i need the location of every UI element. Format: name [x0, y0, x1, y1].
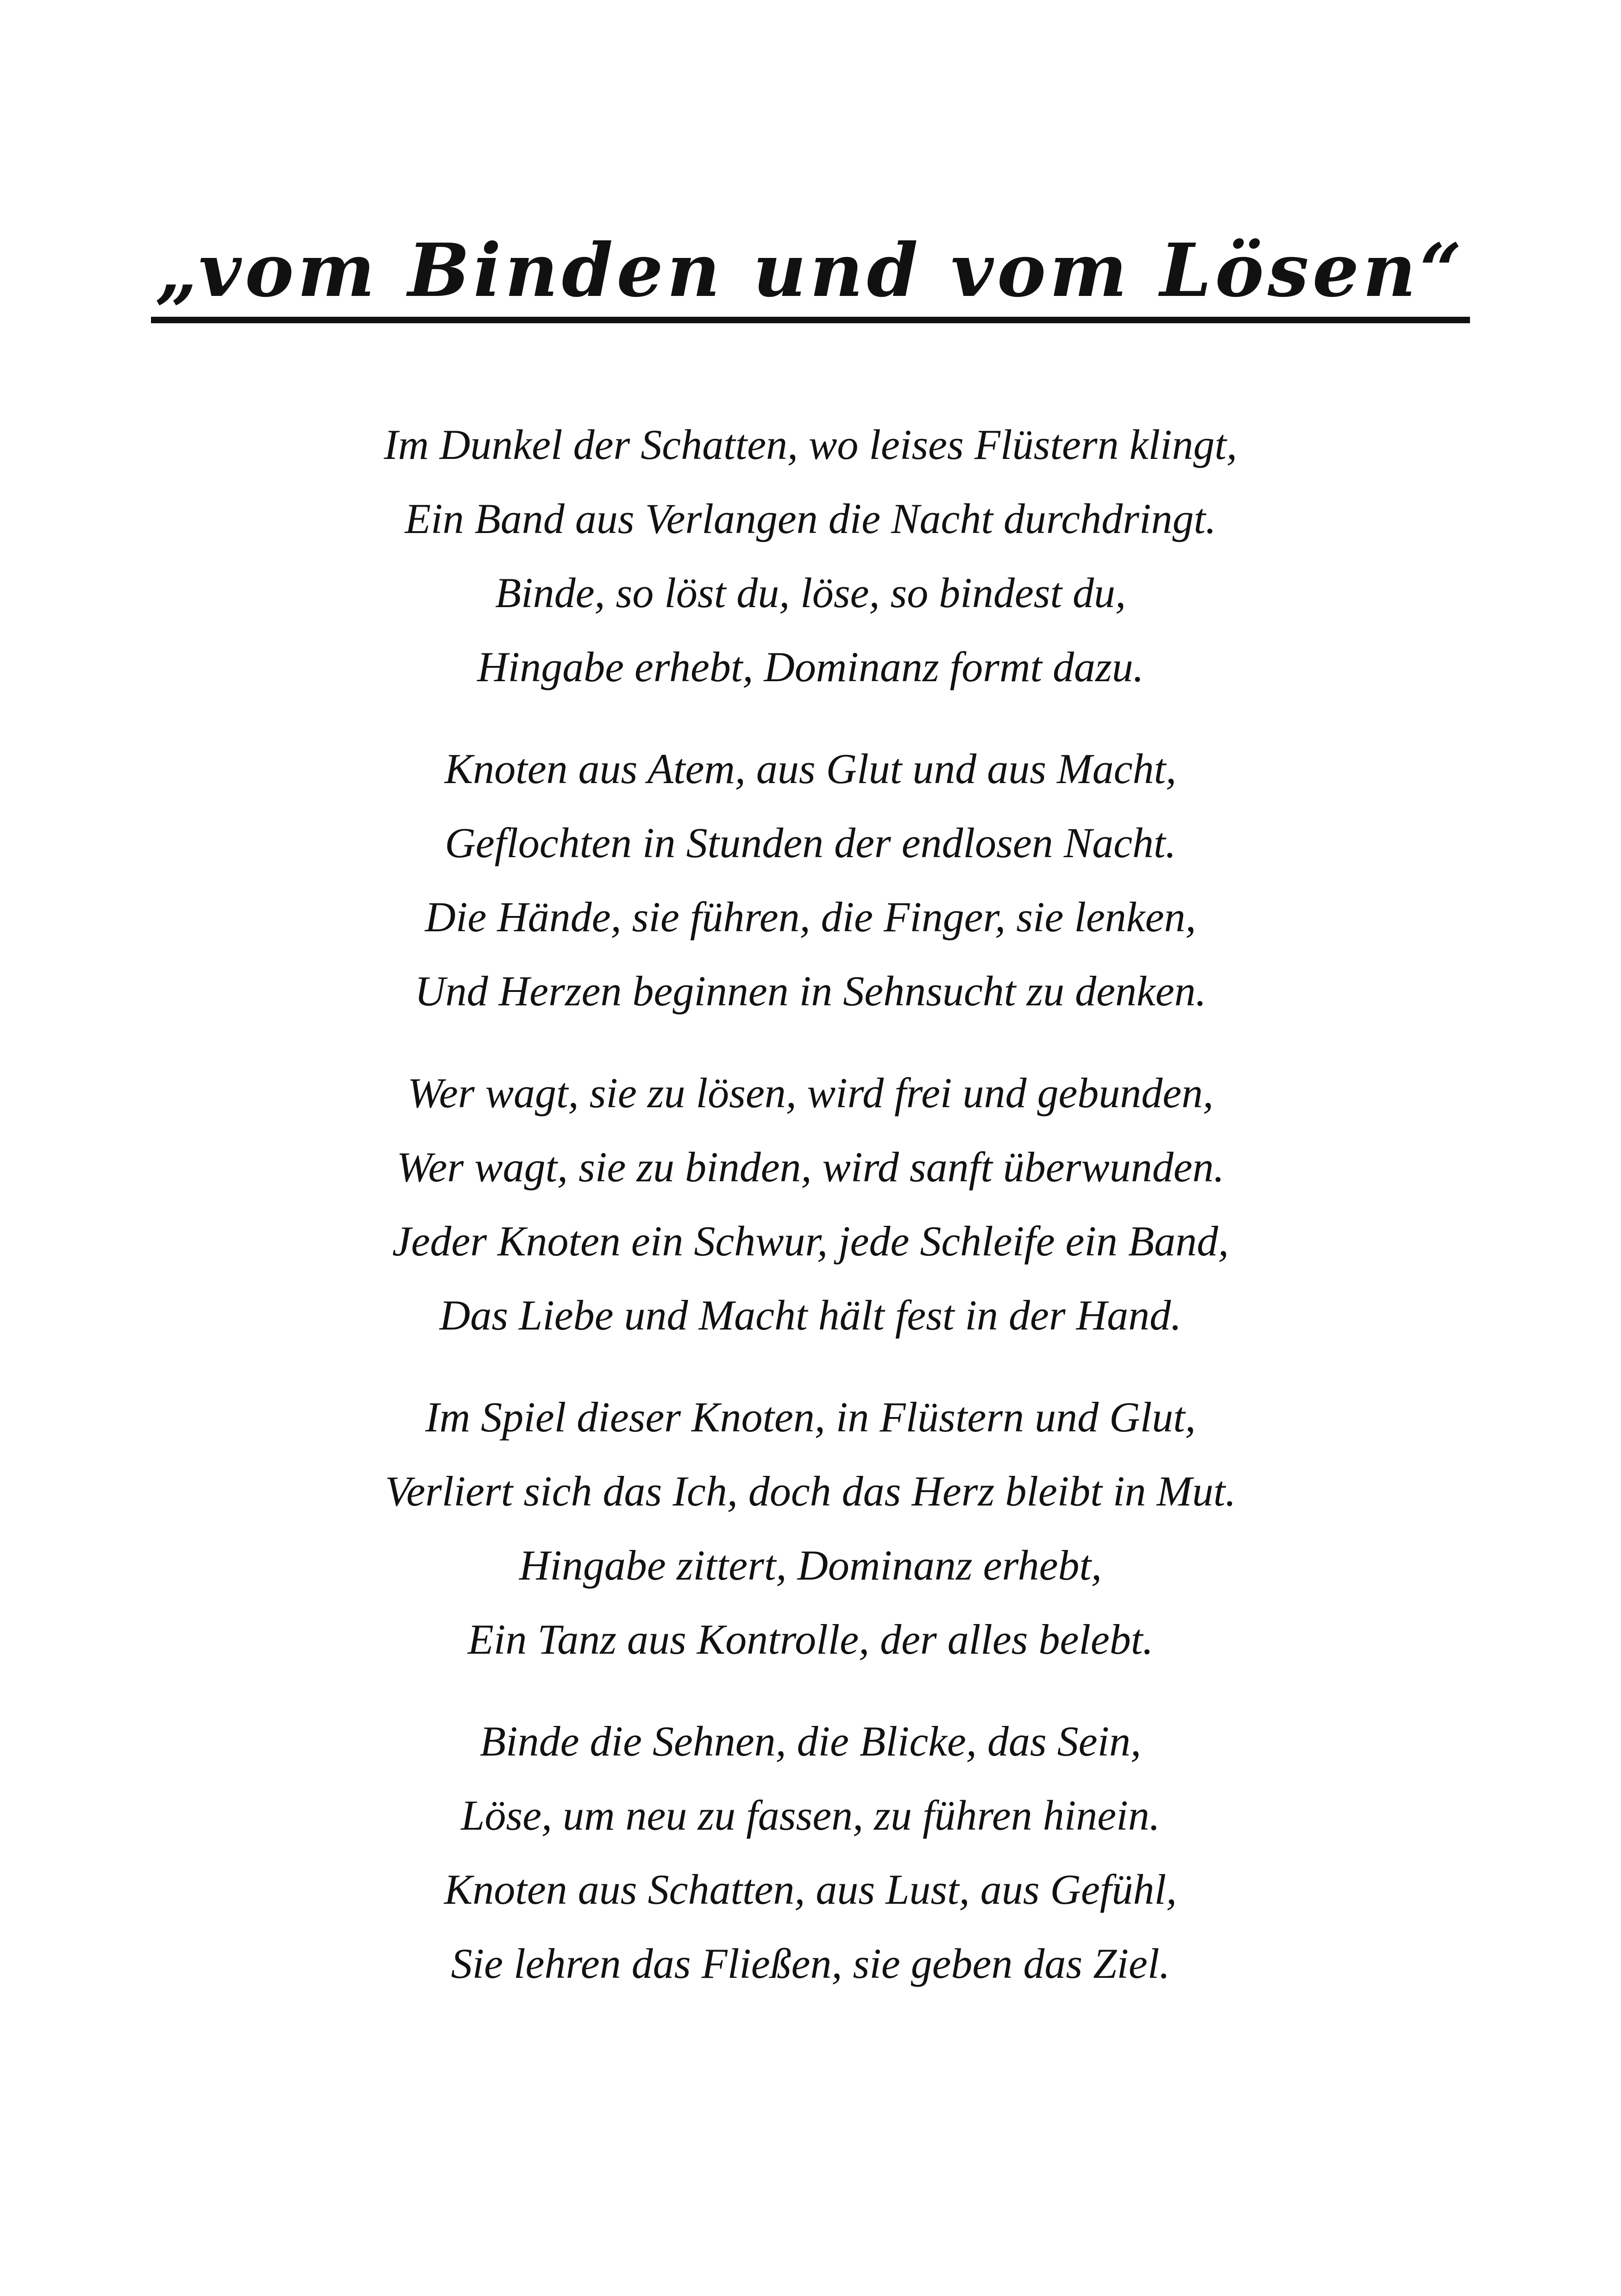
poem-line: Wer wagt, sie zu lösen, wird frei und gebunden, [407, 1069, 1214, 1117]
stanza-2 [0, 732, 1621, 1028]
poem-line: Jeder Knoten ein Schwur, jede Schleife ein Band, [392, 1217, 1229, 1265]
poem-line: Im Dunkel der Schatten, wo leises Flüstern klingt, [383, 421, 1238, 468]
poem-line: Geflochten in Stunden der endlosen Nacht. [445, 819, 1176, 866]
stanza-1 [0, 408, 1621, 704]
stanza-3 [0, 1056, 1621, 1352]
poem-line: Die Hände, sie führen, die Finger, sie lenken, [425, 893, 1196, 941]
poem-line: Binde, so löst du, löse, so bindest du, [495, 569, 1126, 616]
stanza-5 [0, 1704, 1621, 2001]
poem-line: Sie lehren das Fließen, sie geben das Ziel. [451, 1940, 1170, 1987]
poem-line: Hingabe erhebt, Dominanz formt dazu. [477, 643, 1144, 690]
poem-line: Knoten aus Schatten, aus Lust, aus Gefühl, [444, 1866, 1177, 1913]
poem-line: Knoten aus Atem, aus Glut und aus Macht, [444, 745, 1177, 792]
poem-line: Wer wagt, sie zu binden, wird sanft überwunden. [396, 1143, 1225, 1191]
poem-line: Ein Tanz aus Kontrolle, der alles belebt. [467, 1616, 1154, 1663]
stanza-4 [0, 1380, 1621, 1676]
poem-line: Das Liebe und Macht hält fest in der Hand. [439, 1292, 1182, 1339]
poem-line: Im Spiel dieser Knoten, in Flüstern und Glut, [425, 1393, 1196, 1441]
poem-title [0, 227, 1621, 323]
poem-line: Ein Band aus Verlangen die Nacht durchdringt. [404, 495, 1217, 542]
poem-line: Verliert sich das Ich, doch das Herz bleibt in Mut. [385, 1468, 1236, 1515]
poem-body [0, 408, 1621, 2028]
poem-line: Löse, um neu zu fassen, zu führen hinein. [461, 1792, 1160, 1839]
poem-line: Binde die Sehnen, die Blicke, das Sein, [479, 1718, 1142, 1765]
poem-line: Und Herzen beginnen in Sehnsucht zu denken. [415, 967, 1206, 1015]
poem-title-text: „vom Binden und vom Lösen“ [151, 227, 1470, 323]
poem-line: Hingabe zittert, Dominanz erhebt, [519, 1542, 1102, 1589]
